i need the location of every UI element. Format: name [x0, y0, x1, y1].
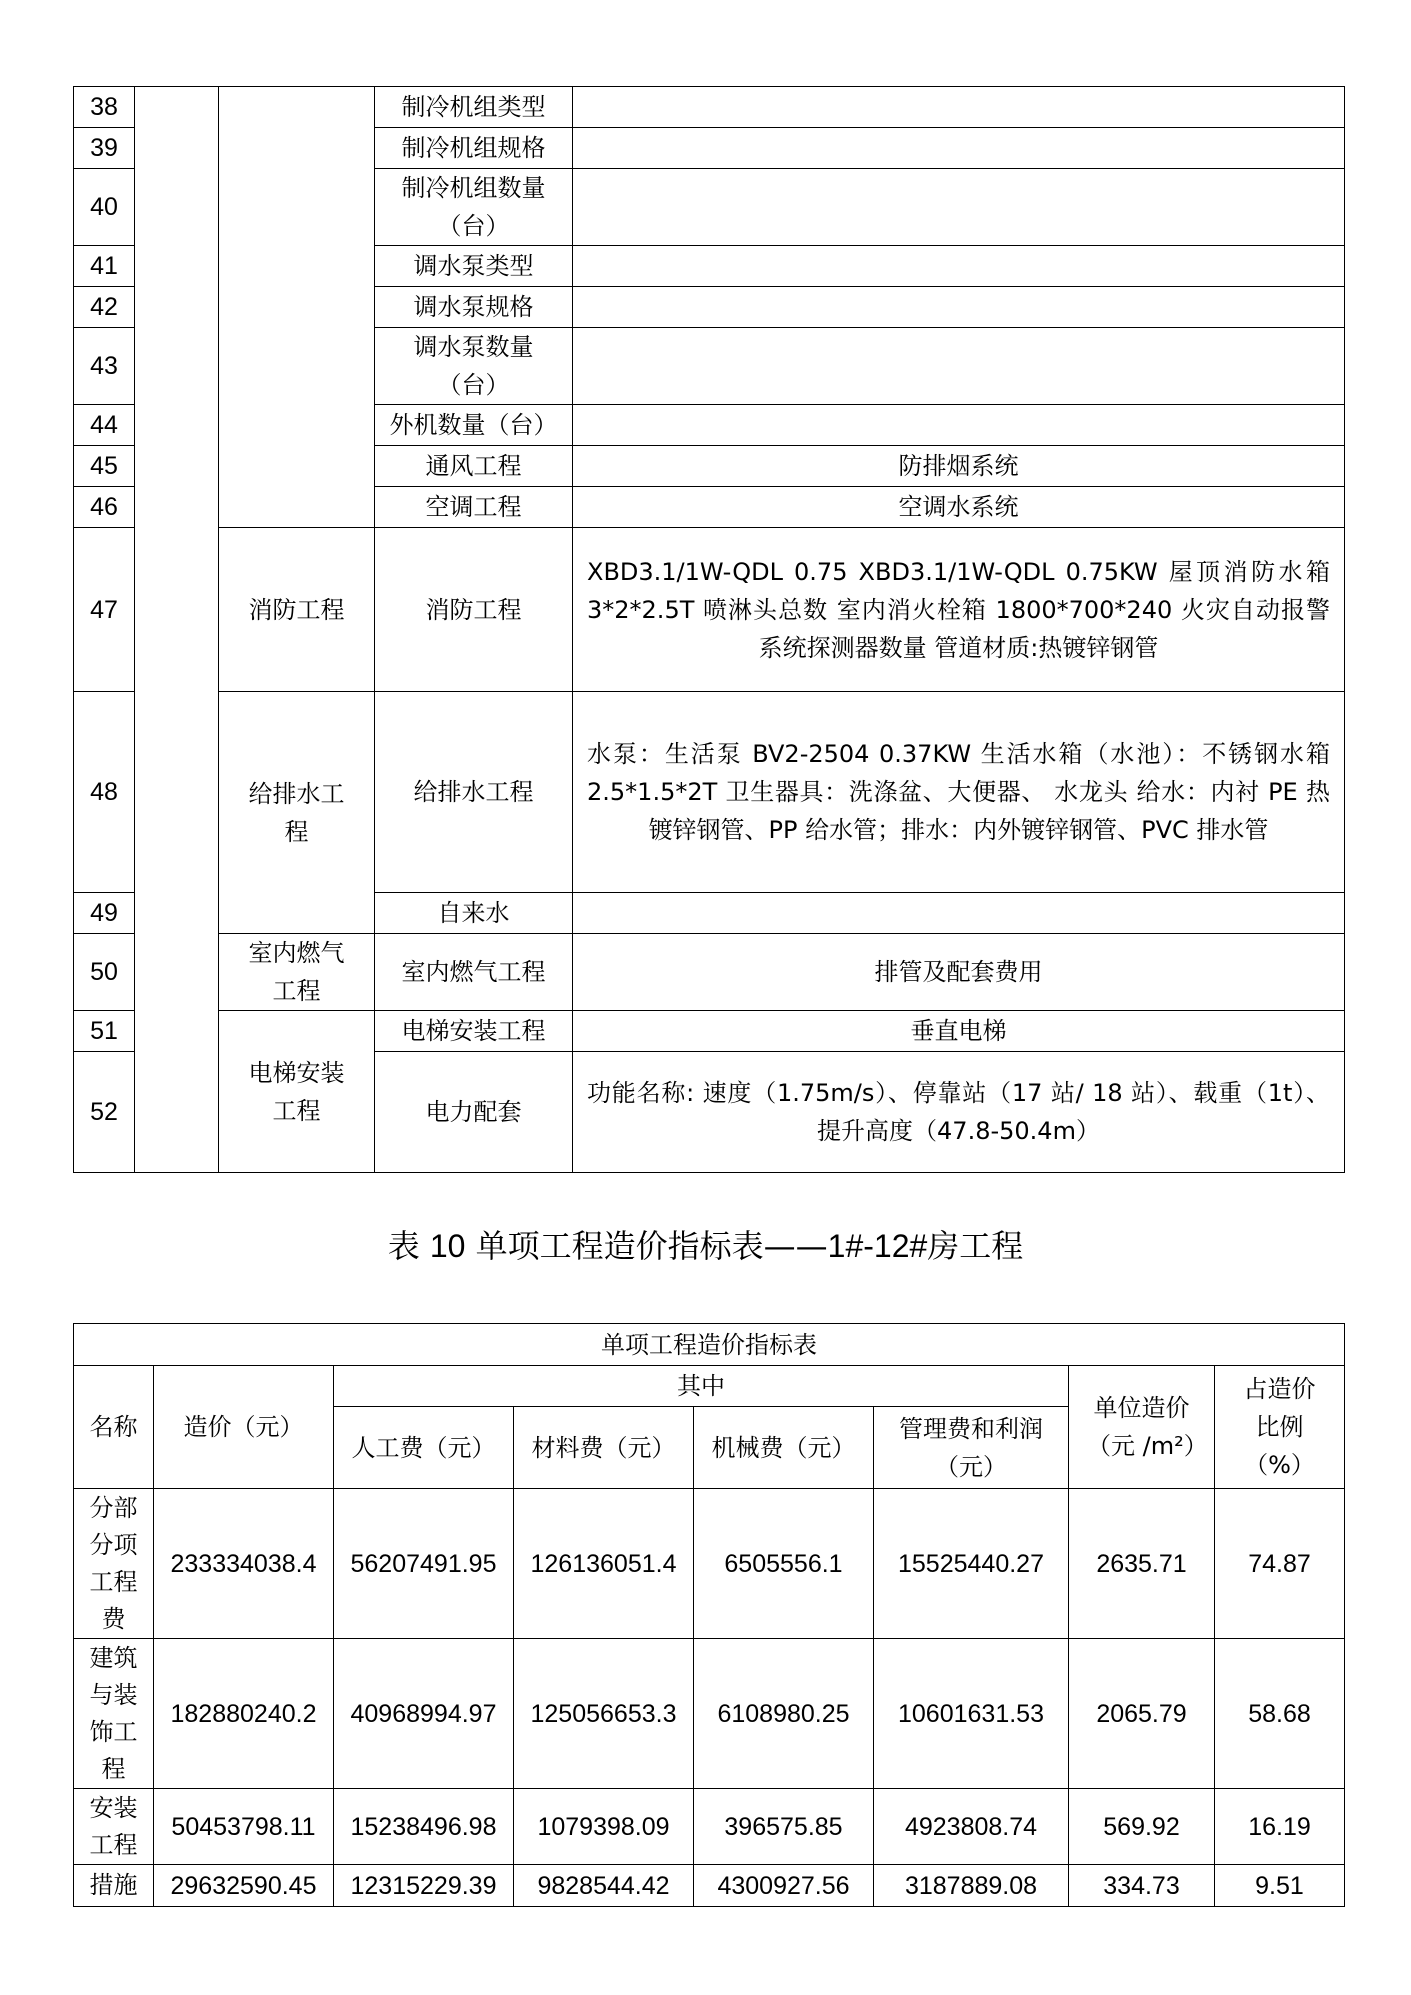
table-row [74, 1489, 1345, 1639]
item-cell: 制冷机组类型 [375, 87, 573, 128]
cell-machine: 6505556.1 [694, 1489, 874, 1639]
cell-mgmt: 4923808.74 [874, 1789, 1069, 1865]
group-cell [135, 87, 219, 1173]
row-number: 49 [74, 893, 135, 934]
cell-material: 126136051.4 [514, 1489, 694, 1639]
category-cell [219, 87, 375, 528]
engineering-feature-table [73, 86, 1345, 1173]
cell-unit-cost: 2065.79 [1069, 1639, 1215, 1789]
row-number: 50 [74, 934, 135, 1011]
row-number: 52 [74, 1052, 135, 1173]
description-cell: 排管及配套费用 [573, 934, 1345, 1011]
caption-title: 单项工程造价指标表 [465, 1227, 764, 1265]
description-cell [573, 246, 1345, 287]
header-name: 名称 [74, 1366, 154, 1489]
category-cell: 消防工程 [219, 528, 375, 692]
cell-material: 9828544.42 [514, 1865, 694, 1907]
row-name: 措施 [74, 1865, 154, 1907]
row-name: 安装工程 [74, 1789, 154, 1865]
item-cell: 调水泵数量（台） [375, 328, 573, 405]
cell-mgmt: 3187889.08 [874, 1865, 1069, 1907]
row-name: 分部分项工程费 [74, 1489, 154, 1639]
row-number: 45 [74, 446, 135, 487]
row-number: 41 [74, 246, 135, 287]
item-cell: 消防工程 [375, 528, 573, 692]
description-cell [573, 128, 1345, 169]
row-number: 51 [74, 1011, 135, 1052]
row-number: 38 [74, 87, 135, 128]
table-title: 单项工程造价指标表 [74, 1324, 1345, 1366]
table-row [74, 692, 1345, 893]
description-cell [573, 893, 1345, 934]
row-number: 48 [74, 692, 135, 893]
cell-ratio: 16.19 [1215, 1789, 1345, 1865]
caption-building-range: 1#-12# [827, 1228, 928, 1264]
table-row [74, 1639, 1345, 1789]
item-cell: 制冷机组规格 [375, 128, 573, 169]
row-number: 44 [74, 405, 135, 446]
cell-material: 1079398.09 [514, 1789, 694, 1865]
table-caption [0, 1224, 1411, 1268]
description-cell: XBD3.1/1W-QDL 0.75 XBD3.1/1W-QDL 0.75KW 屋顶消防水箱 3*2*2.5T 喷淋头总数 室内消火栓箱 1800*700*240 火灾自动报警系统探测器数量 管道材质:热镀锌钢管 [573, 528, 1345, 692]
header-ratio: 占造价比例（%） [1215, 1366, 1345, 1489]
item-cell: 调水泵类型 [375, 246, 573, 287]
caption-suffix: 房工程 [927, 1227, 1024, 1265]
item-cell: 制冷机组数量（台） [375, 169, 573, 246]
item-cell: 给排水工程 [375, 692, 573, 893]
row-number: 40 [74, 169, 135, 246]
header-row [74, 1366, 1345, 1407]
description-cell: 水泵：生活泵 BV2-2504 0.37KW 生活水箱（水池）：不锈钢水箱 2.5*1.5*2T 卫生器具：洗涤盆、大便器、 水龙头 给水：内衬 PE 热镀锌钢管、PP 给水管；排水：内外镀锌钢管、PVC 排水管 [573, 692, 1345, 893]
table-row [74, 1011, 1345, 1052]
header-among: 其中 [334, 1366, 1069, 1407]
cell-unit-cost: 334.73 [1069, 1865, 1215, 1907]
cell-unit-cost: 569.92 [1069, 1789, 1215, 1865]
cell-cost: 233334038.4 [154, 1489, 334, 1639]
row-number: 43 [74, 328, 135, 405]
item-cell: 调水泵规格 [375, 287, 573, 328]
cell-ratio: 74.87 [1215, 1489, 1345, 1639]
cell-labor: 15238496.98 [334, 1789, 514, 1865]
row-number: 46 [74, 487, 135, 528]
item-cell: 外机数量（台） [375, 405, 573, 446]
description-cell [573, 169, 1345, 246]
cell-labor: 12315229.39 [334, 1865, 514, 1907]
item-cell: 通风工程 [375, 446, 573, 487]
description-cell [573, 87, 1345, 128]
description-cell: 功能名称: 速度（1.75m/s）、停靠站（17 站/ 18 站）、载重（1t）、提升高度（47.8-50.4m） [573, 1052, 1345, 1173]
table-row [74, 528, 1345, 692]
cell-cost: 50453798.11 [154, 1789, 334, 1865]
table-title-row [74, 1324, 1345, 1366]
header-unit-cost: 单位造价（元 /m²） [1069, 1366, 1215, 1489]
description-cell [573, 328, 1345, 405]
cell-labor: 40968994.97 [334, 1639, 514, 1789]
table-row [74, 1865, 1345, 1907]
cell-machine: 4300927.56 [694, 1865, 874, 1907]
description-cell: 空调水系统 [573, 487, 1345, 528]
cell-machine: 396575.85 [694, 1789, 874, 1865]
category-cell: 电梯安装工程 [219, 1011, 375, 1173]
description-cell [573, 287, 1345, 328]
cell-ratio: 58.68 [1215, 1639, 1345, 1789]
row-number: 47 [74, 528, 135, 692]
header-material: 材料费（元） [514, 1407, 694, 1489]
header-labor: 人工费（元） [334, 1407, 514, 1489]
row-name: 建筑与装饰工程 [74, 1639, 154, 1789]
cell-material: 125056653.3 [514, 1639, 694, 1789]
cell-mgmt: 15525440.27 [874, 1489, 1069, 1639]
item-cell: 自来水 [375, 893, 573, 934]
caption-dash: —— [763, 1227, 828, 1265]
description-cell: 垂直电梯 [573, 1011, 1345, 1052]
header-mgmt: 管理费和利润（元） [874, 1407, 1069, 1489]
item-cell: 空调工程 [375, 487, 573, 528]
category-cell: 给排水工程 [219, 692, 375, 934]
item-cell: 室内燃气工程 [375, 934, 573, 1011]
caption-number: 10 [429, 1228, 466, 1264]
header-cost: 造价（元） [154, 1366, 334, 1489]
description-cell [573, 405, 1345, 446]
cell-cost: 29632590.45 [154, 1865, 334, 1907]
row-number: 39 [74, 128, 135, 169]
cell-cost: 182880240.2 [154, 1639, 334, 1789]
row-number: 42 [74, 287, 135, 328]
description-cell: 防排烟系统 [573, 446, 1345, 487]
item-cell: 电梯安装工程 [375, 1011, 573, 1052]
header-machine: 机械费（元） [694, 1407, 874, 1489]
item-cell: 电力配套 [375, 1052, 573, 1173]
table-row [74, 1789, 1345, 1865]
cell-ratio: 9.51 [1215, 1865, 1345, 1907]
cell-mgmt: 10601631.53 [874, 1639, 1069, 1789]
cell-machine: 6108980.25 [694, 1639, 874, 1789]
category-cell: 室内燃气工程 [219, 934, 375, 1011]
cell-unit-cost: 2635.71 [1069, 1489, 1215, 1639]
table-row [74, 87, 1345, 128]
cell-labor: 56207491.95 [334, 1489, 514, 1639]
cost-index-table [73, 1323, 1345, 1907]
table-row [74, 934, 1345, 1011]
caption-prefix: 表 [387, 1227, 430, 1265]
